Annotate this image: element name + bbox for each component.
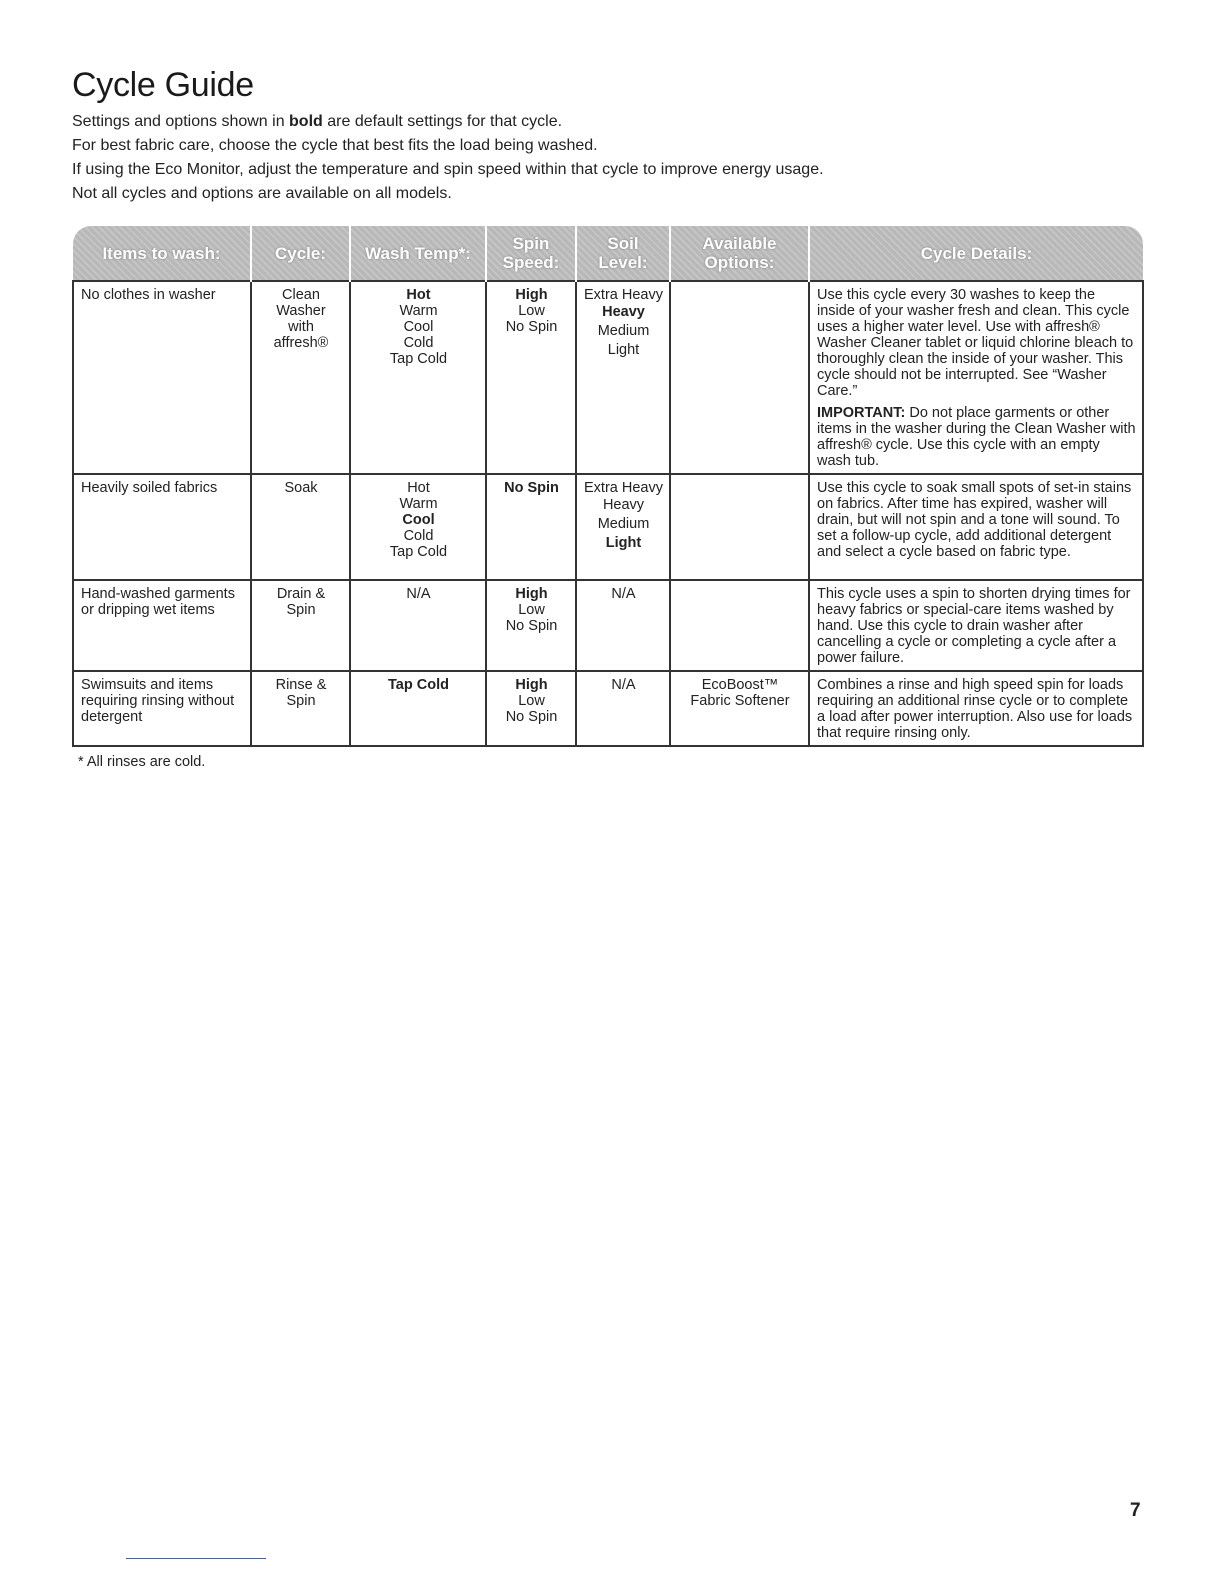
bottom-rule [126, 1558, 266, 1559]
items-cell: Swimsuits and items requiring rinsing without detergent [73, 671, 251, 746]
header-soil-level: Soil Level: [576, 226, 670, 281]
spin-speed-cell: High Low No Spin [486, 281, 576, 474]
details-cell: Use this cycle to soak small spots of set-in stains on fabrics. After time has expired, washer will drain, but will not spin and a tone will sound. To set a follow-up cycle, add additional detergent and select a cycle based on fabric type. [809, 474, 1143, 580]
items-cell: Heavily soiled fabrics [73, 474, 251, 580]
options-cell [670, 580, 809, 671]
header-cycle-details: Cycle Details: [809, 226, 1143, 281]
bold-keyword: bold [289, 113, 323, 130]
cycle-guide-table [72, 226, 1144, 747]
important-label: IMPORTANT: [817, 405, 906, 421]
details-cell: Use this cycle every 30 washes to keep the inside of your washer fresh and clean. This cycle uses a higher water level. Use with affresh® Washer Cleaner tablet or liquid chlorine bleach to thoroughly clean the inside of your washer. This cycle should not be interrupted. See “Washer Care.” IMPORTANT: Do not place garments or other items in the washer during the Clean Washer with affresh® cycle. Use this cycle with an empty wash tub. [809, 281, 1143, 474]
details-cell: Combines a rinse and high speed spin for loads requiring an additional rinse cycle or to complete a load after power interruption. Also use for loads that require rinsing only. [809, 671, 1143, 746]
intro-line-availability: Not all cycles and options are available on all models. [72, 185, 452, 202]
soil-level-cell: Extra Heavy Heavy Medium Light [576, 474, 670, 580]
table-row [73, 671, 1143, 746]
table-header-row [73, 226, 1143, 281]
cycle-cell: Rinse & Spin [251, 671, 350, 746]
header-available-options: Available Options: [670, 226, 809, 281]
items-cell: No clothes in washer [73, 281, 251, 474]
table-row [73, 474, 1143, 580]
intro-line-defaults: Settings and options shown in bold are default settings for that cycle. [72, 113, 563, 130]
options-cell [670, 281, 809, 474]
cycle-cell: Drain & Spin [251, 580, 350, 671]
header-spin-speed: Spin Speed: [486, 226, 576, 281]
wash-temp-cell: N/A [350, 580, 486, 671]
wash-temp-cell: Tap Cold [350, 671, 486, 746]
items-cell: Hand-washed garments or dripping wet items [73, 580, 251, 671]
soil-level-cell: N/A [576, 671, 670, 746]
table-row [73, 580, 1143, 671]
spin-speed-cell: No Spin [486, 474, 576, 580]
page-title: Cycle Guide [72, 66, 254, 104]
wash-temp-cell: Hot Warm Cool Cold Tap Cold [350, 281, 486, 474]
wash-temp-cell: Hot Warm Cool Cold Tap Cold [350, 474, 486, 580]
options-cell: EcoBoost™ Fabric Softener [670, 671, 809, 746]
footnote: * All rinses are cold. [78, 754, 206, 770]
header-wash-temp: Wash Temp*: [350, 226, 486, 281]
header-items-to-wash: Items to wash: [73, 226, 251, 281]
details-cell: This cycle uses a spin to shorten drying times for heavy fabrics or special-care items washed by hand. Use this cycle to drain washer after cancelling a cycle or completing a cycle after a power failure. [809, 580, 1143, 671]
header-cycle: Cycle: [251, 226, 350, 281]
soil-level-cell: N/A [576, 580, 670, 671]
spin-speed-cell: High Low No Spin [486, 580, 576, 671]
intro-text [72, 110, 1152, 206]
options-cell [670, 474, 809, 580]
cycle-cell: Clean Washer with affresh® [251, 281, 350, 474]
spin-speed-cell: High Low No Spin [486, 671, 576, 746]
cycle-cell: Soak [251, 474, 350, 580]
intro-line-eco-monitor: If using the Eco Monitor, adjust the temperature and spin speed within that cycle to improve energy usage. [72, 161, 824, 178]
page-number: 7 [1130, 1500, 1141, 1521]
table-row [73, 281, 1143, 474]
intro-line-fabric-care: For best fabric care, choose the cycle that best fits the load being washed. [72, 137, 598, 154]
soil-level-cell: Extra Heavy Heavy Medium Light [576, 281, 670, 474]
